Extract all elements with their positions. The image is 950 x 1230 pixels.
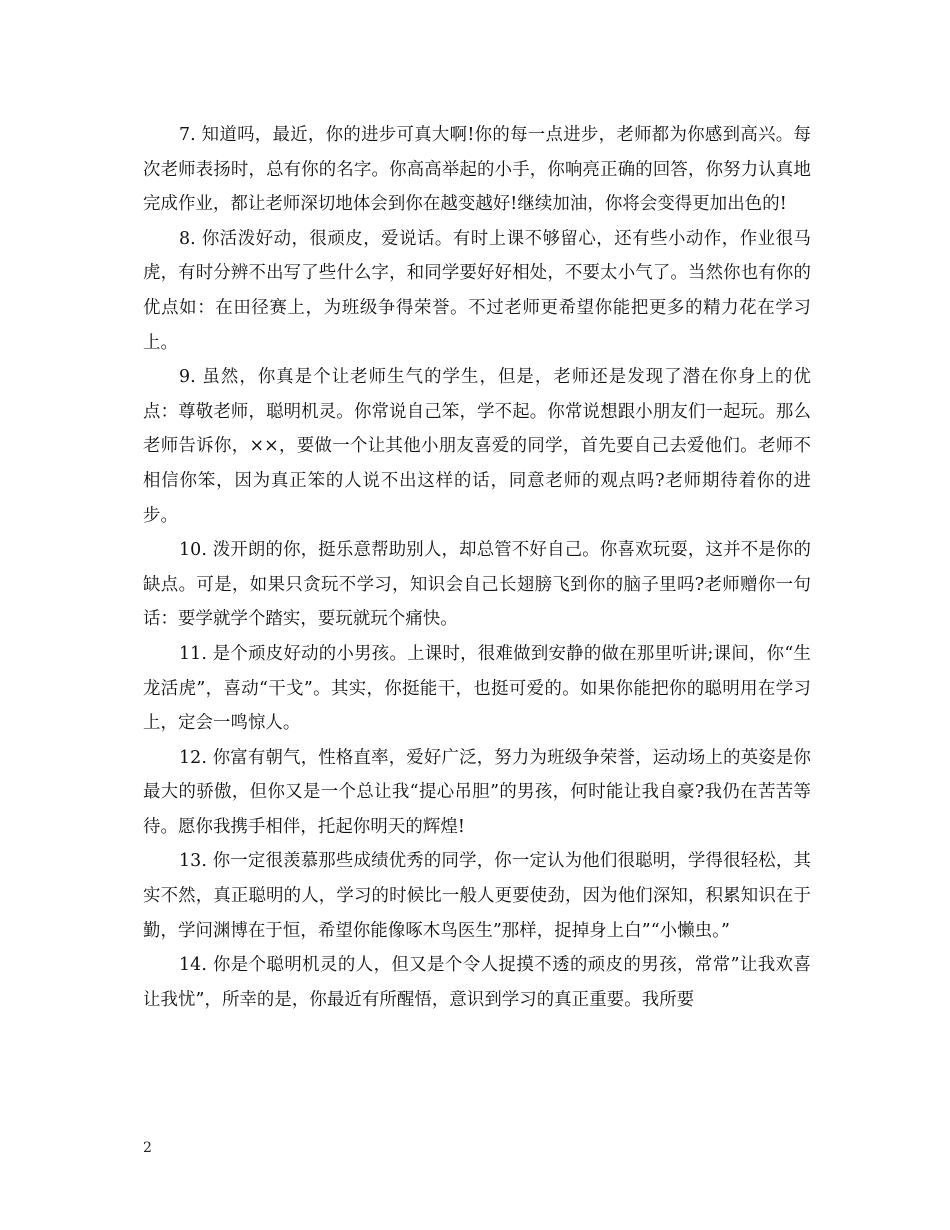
page-number: 2 xyxy=(143,1140,152,1156)
paragraph-13: 13. 你一定很羡慕那些成绩优秀的同学，你一定认为他们很聪明，学得很轻松，其实不然，真正聪明的人，学习的时候比一般人更要使劲，因为他们深知，积累知识在于勤，学问渊博在于恒，希望你能像啄木鸟医生”那样，捉掉身上白”“小懒虫。” xyxy=(143,851,811,941)
paragraph-12: 12. 你富有朝气，性格直率，爱好广泛，努力为班级争荣誉，运动场上的英姿是你最大的骄傲，但你又是一个总让我“提心吊胆”的男孩，何时能让我自豪?我仍在苦苦等待。愿你我携手相伴，托起你明天的辉煌! xyxy=(143,747,811,837)
paragraph-7: 7. 知道吗，最近，你的进步可真大啊!你的每一点进步，老师都为你感到高兴。每次老师表扬时，总有你的名字。你高高举起的小手，你响亮正确的回答，你努力认真地完成作业，都让老师深切地体会到你在越变越好!继续加油，你将会变得更加出色的! xyxy=(143,125,811,215)
body-text xyxy=(143,118,811,1017)
paragraph-9: 9. 虽然，你真是个让老师生气的学生，但是，老师还是发现了潜在你身上的优点：尊敬老师，聪明机灵。你常说自己笨，学不起。你常说想跟小朋友们一起玩。那么老师告诉你，××，要做一个让其他小朋友喜爱的同学，首先要自己去爱他们。老师不相信你笨，因为真正笨的人说不出这样的话，同意老师的观点吗?老师期待着你的进步。 xyxy=(143,367,811,526)
paragraph-11: 11. 是个顽皮好动的小男孩。上课时，很难做到安静的做在那里听讲;课间，你“生龙活虎”，喜动“干戈”。其实，你挺能干，也挺可爱的。如果你能把你的聪明用在学习上，定会一鸣惊人。 xyxy=(143,643,811,734)
paragraph-8: 8. 你活泼好动，很顽皮，爱说话。有时上课不够留心，还有些小动作，作业很马虎，有时分辨不出写了些什么字，和同学要好好相处，不要太小气了。当然你也有你的优点如：在田径赛上，为班级争得荣誉。不过老师更希望你能把更多的精力花在学习上。 xyxy=(143,228,811,353)
paragraph-14: 14. 你是个聪明机灵的人，但又是个令人捉摸不透的顽皮的男孩，常常”让我欢喜让我忧”，所幸的是，你最近有所醒悟，意识到学习的真正重要。我所要 xyxy=(143,955,811,1010)
paragraph-10: 10. 泼开朗的你，挺乐意帮助别人，却总管不好自己。你喜欢玩耍，这并不是你的缺点。可是，如果只贪玩不学习，知识会自己长翅膀飞到你的脑子里吗?老师赠你一句话：要学就学个踏实，要玩就玩个痛快。 xyxy=(143,540,811,630)
